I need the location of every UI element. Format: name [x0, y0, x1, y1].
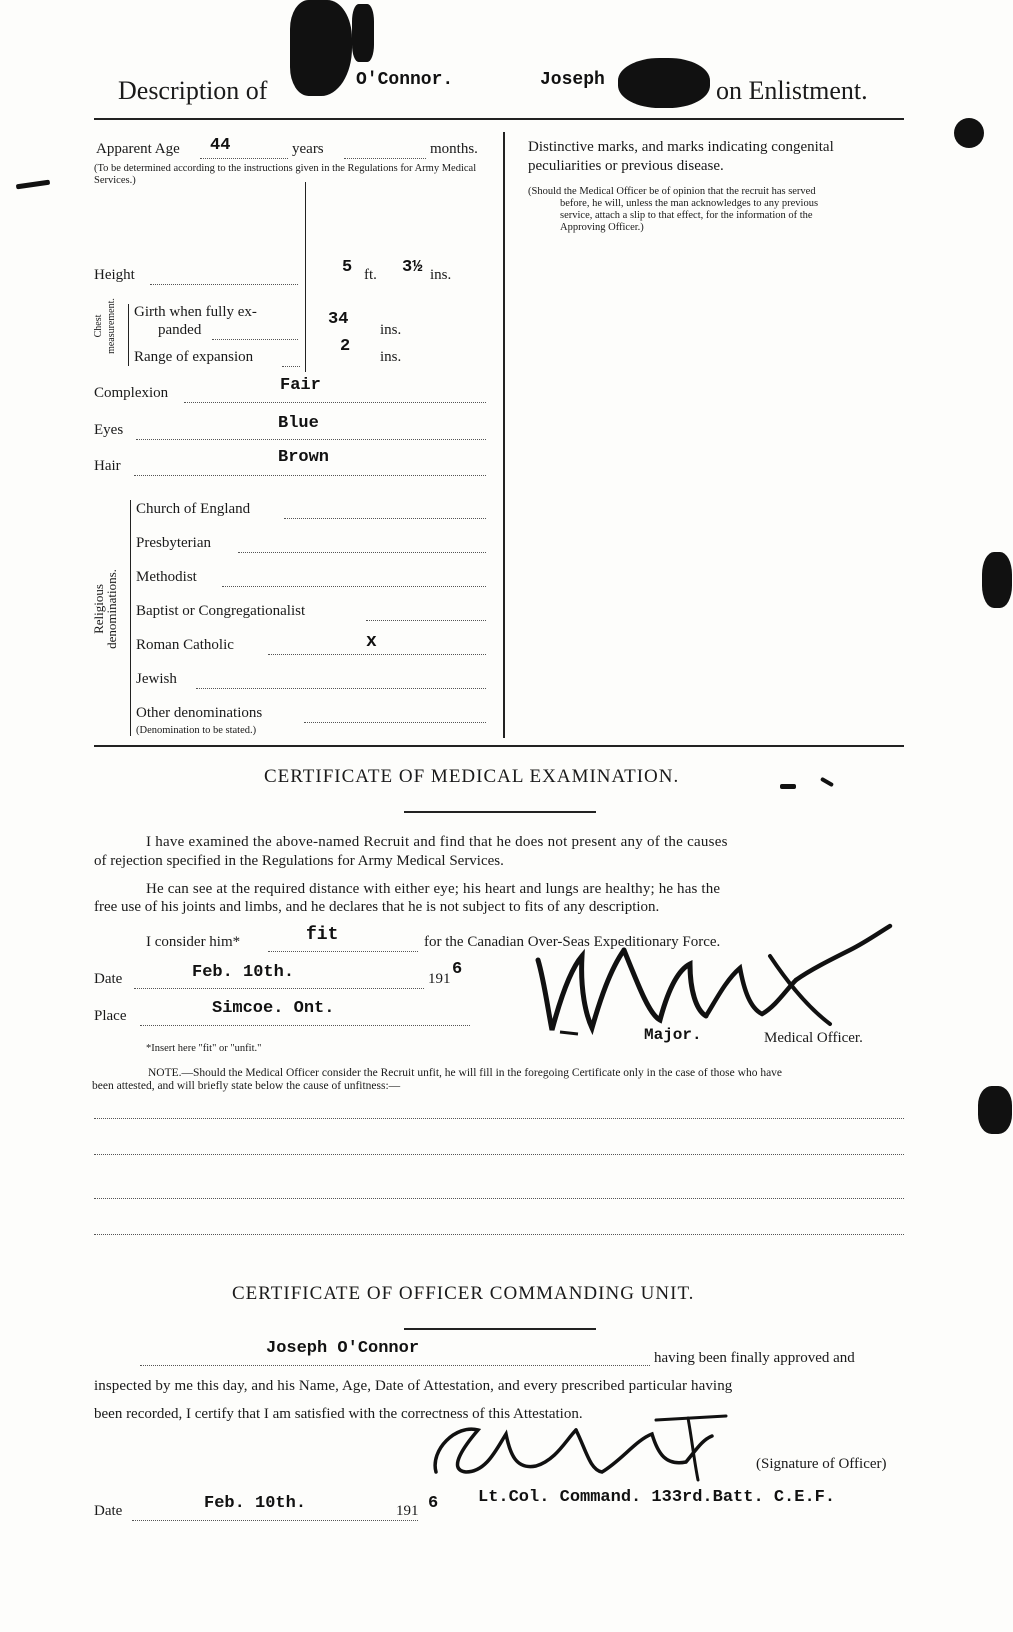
complexion-label: Complexion — [94, 385, 169, 401]
medical-officer-label: Medical Officer. — [764, 1030, 863, 1046]
religion-item-label: Jewish — [136, 671, 177, 687]
commanding-title-rule — [404, 1328, 596, 1330]
medical-place-value: Simcoe. Ont. — [212, 999, 335, 1018]
redaction-blot-small — [352, 4, 374, 62]
medical-place-dots — [140, 1025, 470, 1026]
inner-divider — [305, 182, 306, 372]
marks-note-1: (Should the Medical Officer be of opinion that the recruit has served — [528, 186, 816, 197]
age-dots — [200, 158, 288, 159]
marks-note-3: service, attach a slip to that effect, for the information of the — [560, 210, 813, 221]
medical-year-prefix: 191 — [428, 971, 451, 987]
eyes-value: Blue — [278, 414, 319, 433]
medical-p1-line2: of rejection specified in the Regulations for Army Medical Services. — [94, 853, 504, 869]
unfit-line-3 — [94, 1198, 904, 1199]
ink-speck-1 — [16, 180, 50, 190]
column-divider — [503, 132, 505, 738]
cmd-year-prefix: 191 — [396, 1503, 419, 1519]
commanding-officer-signature — [426, 1410, 756, 1490]
religion-item-dots — [304, 722, 486, 723]
girth-value: 34 — [328, 310, 349, 329]
cmd-name-dots — [140, 1365, 650, 1366]
header-rule — [94, 118, 904, 120]
range-value: 2 — [340, 337, 351, 356]
girth-label-1: Girth when fully ex- — [134, 304, 257, 320]
age-value: 44 — [210, 136, 231, 155]
punch-hole-1 — [954, 118, 984, 148]
header-right: on Enlistment. — [716, 76, 868, 105]
religion-side-label: Religious denominations. — [91, 569, 119, 649]
complexion-dots — [184, 402, 486, 403]
complexion-value: Fair — [280, 376, 321, 395]
height-in-label: ins. — [430, 267, 452, 283]
insert-note: *Insert here "fit" or "unfit." — [146, 1043, 262, 1054]
months-dots — [344, 158, 426, 159]
consider-label: I consider him* — [146, 934, 241, 950]
punch-hole-2 — [982, 552, 1012, 608]
age-label: Apparent Age — [96, 141, 180, 157]
hair-dots — [134, 475, 486, 476]
height-ft-value: 5 — [342, 258, 353, 277]
commanding-title: CERTIFICATE OF OFFICER COMMANDING UNIT. — [232, 1283, 695, 1304]
chest-bracket — [128, 304, 129, 366]
religion-item-dots — [366, 620, 486, 621]
medical-p2-line1: He can see at the required distance with either eye; his heart and lungs are healthy; he has the — [146, 881, 721, 897]
consider-value: fit — [306, 925, 339, 945]
consider-dots — [268, 951, 418, 952]
girth-label-2: panded — [158, 322, 202, 338]
punch-hole-3 — [978, 1086, 1012, 1134]
cmd-line2: inspected by me this day, and his Name, Age, Date of Attestation, and every prescribed particular having — [94, 1378, 733, 1394]
religion-item-label: Roman Catholic — [136, 637, 234, 653]
religion-bracket — [130, 500, 131, 736]
medical-officer-signature — [530, 920, 910, 1040]
religion-item-label: Baptist or Congregationalist — [136, 603, 306, 619]
hair-label: Hair — [94, 458, 121, 474]
cmd-line3: been recorded, I certify that I am satisfied with the correctness of this Attestation. — [94, 1406, 583, 1422]
cmd-date-dots — [132, 1520, 418, 1521]
height-label: Height — [94, 267, 135, 283]
religion-item-dots — [284, 518, 486, 519]
religion-item-dots — [238, 552, 486, 553]
redaction-blot-mid — [618, 58, 710, 108]
cmd-date-label: Date — [94, 1503, 123, 1519]
eyes-label: Eyes — [94, 422, 124, 438]
unfit-line-2 — [94, 1154, 904, 1155]
range-unit: ins. — [380, 349, 402, 365]
header-given: Joseph — [540, 70, 605, 90]
signature-of-officer-label: (Signature of Officer) — [756, 1456, 887, 1472]
ink-speck-3 — [820, 777, 834, 787]
hair-value: Brown — [278, 448, 330, 467]
consider-tail: for the Canadian Over-Seas Expeditionary Force. — [424, 934, 721, 950]
medical-date-dots — [134, 988, 424, 989]
unfit-note-2: been attested, and will briefly state below the cause of unfitness:— — [92, 1080, 401, 1092]
marks-heading-2: peculiarities or previous disease. — [528, 158, 724, 174]
cmd-command: Lt.Col. Command. 133rd.Batt. C.E.F. — [478, 1488, 836, 1507]
ink-speck-2 — [780, 784, 796, 789]
medical-p2-line2: free use of his joints and limbs, and he declares that he is not subject to fits of any description. — [94, 899, 660, 915]
medical-date-value: Feb. 10th. — [192, 963, 295, 982]
cmd-name-value: Joseph O'Connor — [266, 1339, 420, 1358]
girth-dots — [212, 339, 298, 340]
medical-title-rule — [404, 811, 596, 813]
religion-item-label: Methodist — [136, 569, 197, 585]
medical-p1-line1: I have examined the above-named Recruit and find that he does not present any of the causes — [146, 834, 728, 850]
header-surname: O'Connor. — [356, 70, 454, 90]
height-dots — [150, 284, 298, 285]
medical-place-label: Place — [94, 1008, 127, 1024]
cmd-year-digit: 6 — [428, 1494, 439, 1513]
religion-item-mark: x — [366, 632, 377, 652]
unfit-note-1: NOTE.—Should the Medical Officer consider the Recruit unfit, he will fill in the foregoing Certificate only in the case of those who have — [148, 1067, 783, 1079]
range-label: Range of expansion — [134, 349, 254, 365]
eyes-dots — [136, 439, 486, 440]
unfit-line-4 — [94, 1234, 904, 1235]
unfit-line-1 — [94, 1118, 904, 1119]
marks-note-2: before, he will, unless the man acknowledges to any previous — [560, 198, 819, 209]
religion-item-dots — [196, 688, 486, 689]
marks-note-4: Approving Officer.) — [560, 222, 644, 233]
other-denomination-note: (Denomination to be stated.) — [136, 725, 257, 736]
redaction-blot-top — [290, 0, 352, 96]
height-ft-label: ft. — [364, 267, 377, 283]
medical-date-label: Date — [94, 971, 123, 987]
age-note: (To be determined according to the instructions given in the Regulations for Army Medical Services.) — [94, 163, 477, 186]
religion-item-dots — [222, 586, 486, 587]
medical-officer-rank: Major. — [644, 1026, 702, 1044]
cmd-date-value: Feb. 10th. — [204, 1494, 307, 1513]
upper-section-rule — [94, 745, 904, 747]
years-label: years — [292, 141, 324, 157]
religion-item-label: Presbyterian — [136, 535, 211, 551]
religion-item-label: Other denominations — [136, 705, 263, 721]
marks-heading-1: Distinctive marks, and marks indicating congenital — [528, 139, 834, 155]
religion-item-label: Church of England — [136, 501, 251, 517]
religion-item-dots — [268, 654, 486, 655]
range-dots — [282, 366, 300, 367]
chest-side-label: Chest measurement. — [93, 298, 117, 354]
cmd-line1-tail: having been finally approved and — [654, 1350, 855, 1366]
height-in-value: 3½ — [402, 258, 423, 277]
header-left: Description of — [118, 76, 268, 105]
medical-year-digit: 6 — [452, 960, 463, 979]
months-label: months. — [430, 141, 478, 157]
girth-unit: ins. — [380, 322, 402, 338]
medical-title: CERTIFICATE OF MEDICAL EXAMINATION. — [264, 766, 680, 787]
